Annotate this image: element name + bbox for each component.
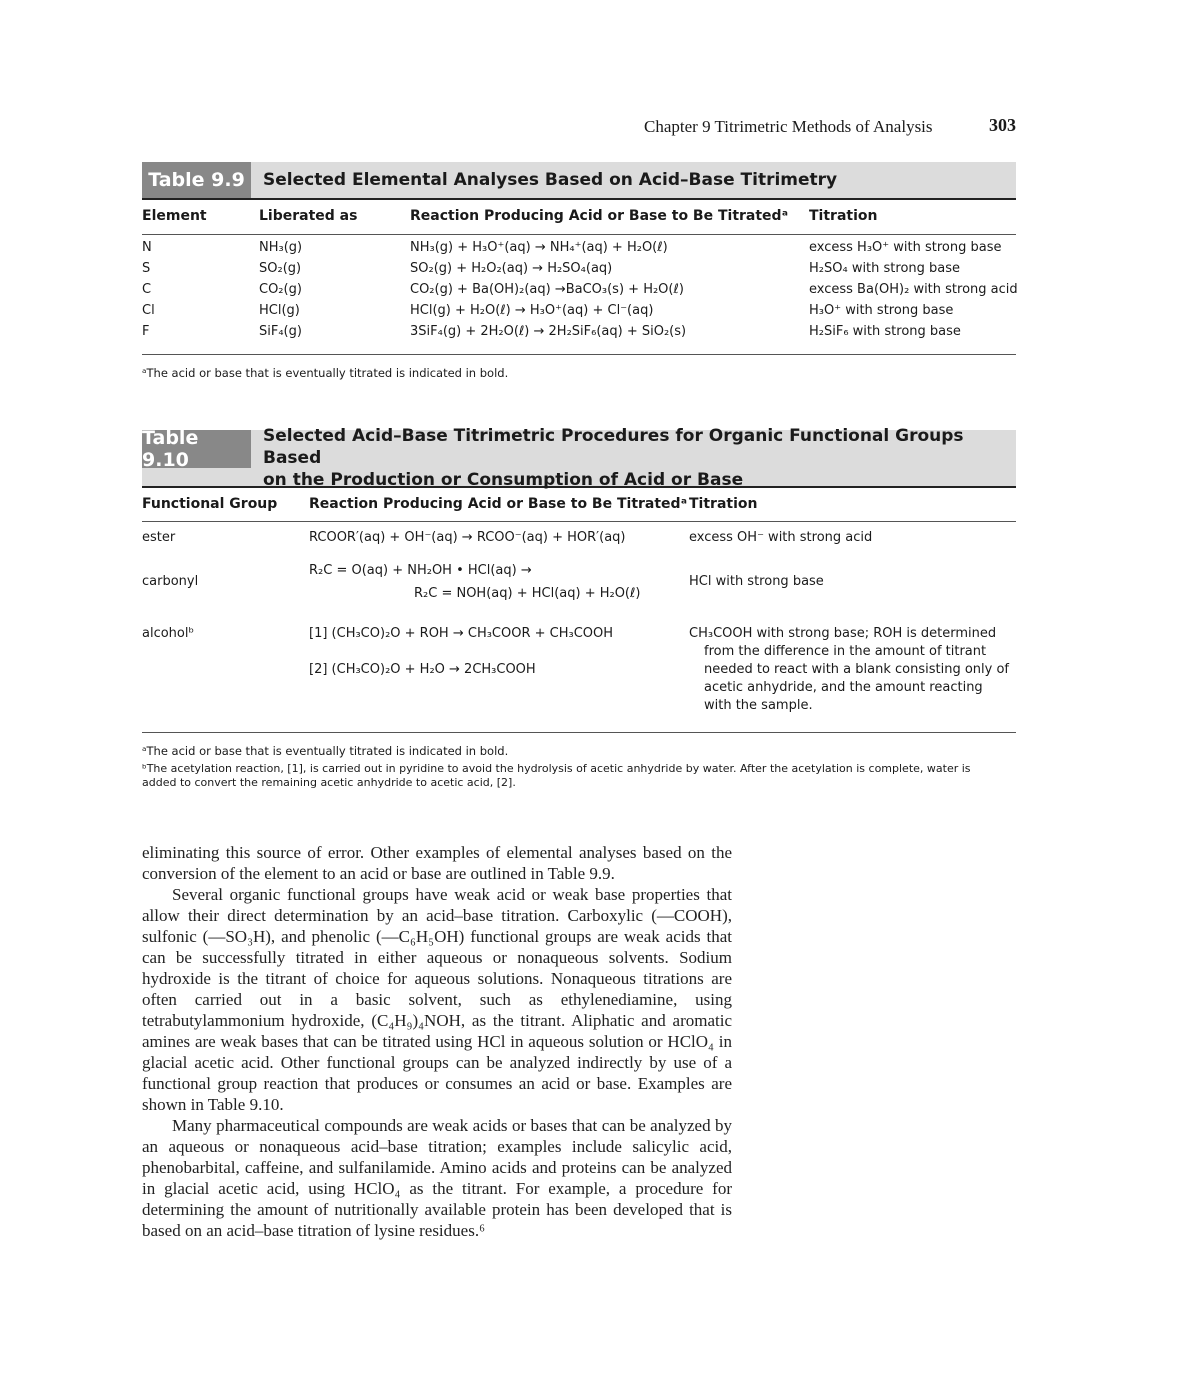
table-cell-group: carbonyl [142, 574, 199, 589]
table-cell-reaction: [2] (CH₃CO)₂O + H₂O → 2CH₃COOH [309, 662, 536, 677]
table-9-10 [142, 426, 1016, 808]
table-9-10-tag: Table 9.10 [142, 430, 251, 468]
table-cell-reaction: R₂C = NOH(aq) + HCl(aq) + H₂O(ℓ) [414, 586, 641, 601]
table-9-10-header [142, 426, 1016, 490]
table-cell: N [142, 240, 152, 255]
table-cell-titration: CH₃COOH with strong base; ROH is determined [689, 626, 997, 641]
running-head-title: Chapter 9 Titrimetric Methods of Analysis [644, 117, 933, 136]
running-head [644, 117, 1016, 139]
table-bottom-rule [142, 354, 1016, 355]
table-9-10-footnote-b: ᵇThe acetylation reaction, [1], is carried out in pyridine to avoid the hydrolysis of acetic anhydride by water. After the acetylation is complete, water is [142, 762, 971, 775]
table-cell-titration: excess OH⁻ with strong acid [689, 530, 873, 545]
table-cell: excess H₃O⁺ with strong base [809, 240, 1002, 255]
header-rule [142, 234, 1016, 235]
table-9-10-title-line2: on the Production or Consumption of Acid or Base [263, 470, 744, 490]
column-header-reaction: Reaction Producing Acid or Base to Be Titratedᵃ [410, 208, 788, 224]
column-header-element: Element [142, 208, 207, 224]
header-rule [142, 521, 1016, 522]
table-cell: H₂SO₄ with strong base [809, 261, 961, 276]
table-cell: HCl(g) + H₂O(ℓ) → H₃O⁺(aq) + Cl⁻(aq) [410, 303, 654, 318]
column-header-titration: Titration [809, 208, 878, 224]
table-cell: excess Ba(OH)₂ with strong acid [809, 282, 1018, 297]
table-cell-group: alcoholᵇ [142, 626, 195, 641]
paragraph: eliminating this source of error. Other examples of elemental analyses based on the conversion of the element to an acid or base are outlined in Table 9.9. [142, 843, 732, 883]
table-9-9-title: Selected Elemental Analyses Based on Acid–Base Titrimetry [263, 170, 838, 190]
table-cell: HCl(g) [259, 303, 300, 318]
table-cell-titration: from the difference in the amount of titrant [704, 644, 987, 659]
table-cell: S [142, 261, 151, 276]
column-header-reaction: Reaction Producing Acid or Base to Be Titratedᵃ [309, 496, 687, 512]
column-header-liberated-as: Liberated as [259, 208, 358, 224]
table-cell: NH₃(g) [259, 240, 303, 255]
table-9-10-footnote-b-cont: added to convert the remaining acetic anhydride to acetic acid, [2]. [142, 776, 516, 789]
table-cell: H₂SiF₆ with strong base [809, 324, 961, 339]
table-cell: F [142, 324, 150, 339]
paragraph: Many pharmaceutical compounds are weak acids or bases that can be analyzed by an aqueous or nonaqueous acid–base titration; examples include salicylic acid, phenobarbital, caffeine, and sulfanilamide. Amino acids and proteins can be analyzed in glacial acetic acid, using HClO₄ as the titrant. For example, a procedure for determining the amount of nutritionally available protein has been developed that is based on an acid–base titration of lysine residues.⁶ [142, 1116, 732, 1240]
table-9-9-body [142, 200, 1016, 420]
table-cell: SO₂(g) + H₂O₂(aq) → H₂SO₄(aq) [410, 261, 613, 276]
column-header-titration: Titration [689, 496, 758, 512]
table-cell: SiF₄(g) [259, 324, 302, 339]
table-9-9-tag: Table 9.9 [142, 162, 251, 198]
table-9-9-footnote: ᵃThe acid or base that is eventually titrated is indicated in bold. [142, 366, 509, 380]
table-9-10-body [142, 488, 1016, 808]
table-9-10-title-line1: Selected Acid–Base Titrimetric Procedures for Organic Functional Groups Based [263, 426, 964, 468]
table-9-10-title [263, 426, 1016, 490]
table-9-10-footnote-a: ᵃThe acid or base that is eventually titrated is indicated in bold. [142, 744, 509, 758]
table-cell-titration: HCl with strong base [689, 574, 824, 589]
table-cell: Cl [142, 303, 155, 318]
page-number: 303 [989, 115, 1016, 135]
body-text [142, 842, 732, 1241]
table-cell-titration: acetic anhydride, and the amount reacting [704, 680, 983, 695]
table-9-9-header [142, 162, 1016, 200]
table-bottom-rule [142, 732, 1016, 733]
table-cell: H₃O⁺ with strong base [809, 303, 954, 318]
table-cell: CO₂(g) [259, 282, 302, 297]
table-cell: SO₂(g) [259, 261, 302, 276]
table-cell: 3SiF₄(g) + 2H₂O(ℓ) → 2H₂SiF₆(aq) + SiO₂(s) [410, 324, 687, 339]
table-cell: C [142, 282, 152, 297]
table-cell-reaction: [1] (CH₃CO)₂O + ROH → CH₃COOR + CH₃COOH [309, 626, 614, 641]
table-cell-group: ester [142, 530, 176, 545]
column-header-functional-group: Functional Group [142, 496, 278, 512]
table-cell-reaction: RCOOR′(aq) + OH⁻(aq) → RCOO⁻(aq) + HOR′(aq) [309, 530, 626, 545]
table-cell: NH₃(g) + H₃O⁺(aq) → NH₄⁺(aq) + H₂O(ℓ) [410, 240, 668, 255]
table-9-9 [142, 162, 1016, 420]
table-cell-titration: with the sample. [704, 698, 813, 713]
table-cell-reaction: R₂C = O(aq) + NH₂OH • HCl(aq) → [309, 563, 532, 578]
paragraph: Several organic functional groups have weak acid or weak base properties that allow their direct determination by an acid–base titration. Carboxylic (—COOH), sulfonic (—SO₃H), and phenolic (—C₆H₅OH) functional groups are weak acids that can be successfully titrated in either aqueous or nonaqueous solvents. Sodium hydroxide is the titrant of choice for aqueous solutions. Nonaqueous titrations are often carried out in a basic solvent, such as ethylenediamine, using tetrabutylammonium hydroxide, (C₄H₉)₄NOH, as the titrant. Aliphatic and aromatic amines are weak bases that can be titrated using HCl in aqueous solution or HClO₄ in glacial acetic acid. Other functional groups can be analyzed indirectly by use of a functional group reaction that produces or consumes an acid or base. Examples are shown in Table 9.10. [142, 885, 732, 1114]
table-cell: CO₂(g) + Ba(OH)₂(aq) →BaCO₃(s) + H₂O(ℓ) [410, 282, 684, 297]
table-cell-titration: needed to react with a blank consisting only of [704, 662, 1009, 677]
